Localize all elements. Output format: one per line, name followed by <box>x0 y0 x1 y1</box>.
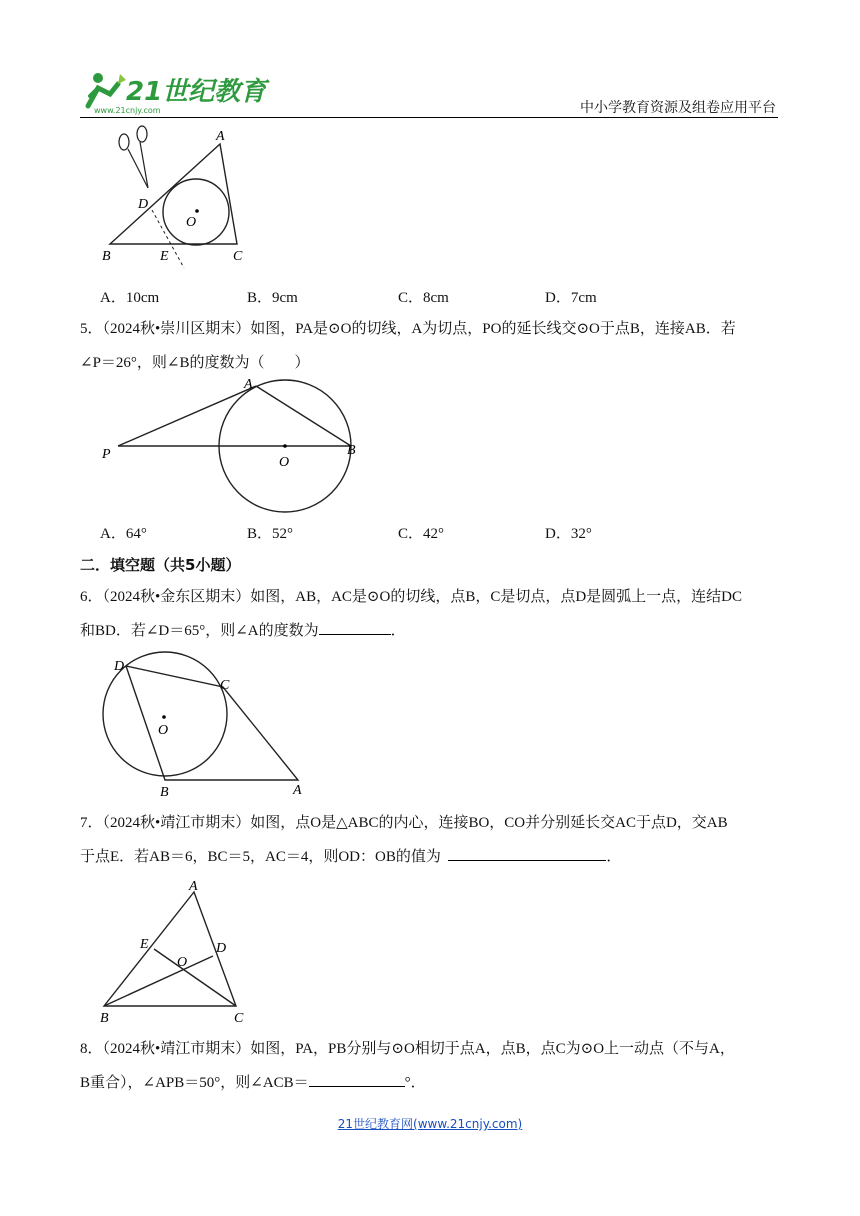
svg-text:B: B <box>102 249 111 264</box>
svg-text:D: D <box>216 941 227 956</box>
svg-text:21世纪教育: 21世纪教育 <box>126 77 267 107</box>
q6-figure <box>96 652 316 802</box>
q5-line1: 5．（2024秋•崇川区期末）如图，PA是⊙O的切线，A为切点，PO的延长线交⊙O于点B，连接AB．若 <box>80 321 736 337</box>
q7-line1: 7．（2024秋•靖江市期末）如图，点O是△ABC的内心，连接BO，CO并分别延长交AC于点D，交AB <box>80 815 728 831</box>
q5-option-b: B．52° <box>247 526 294 542</box>
svg-text:O: O <box>177 955 188 970</box>
svg-text:C: C <box>220 678 230 693</box>
q5-line2: ∠P＝26°，则∠B的度数为（ ） <box>80 355 310 371</box>
q7-answer-blank[interactable] <box>448 844 606 861</box>
svg-text:A: A <box>189 879 198 894</box>
svg-text:E: E <box>140 937 149 952</box>
scissors-icon <box>119 126 148 188</box>
svg-text:P: P <box>102 447 111 462</box>
svg-text:C: C <box>234 1011 244 1026</box>
svg-text:B: B <box>347 443 356 458</box>
q4-figure <box>100 120 250 270</box>
svg-text:A: A <box>244 377 253 392</box>
section-title-fill-blank: 二．填空题（共5小题） <box>80 556 241 574</box>
svg-text:C: C <box>233 249 243 264</box>
q5-text <box>80 312 780 380</box>
svg-text:A: A <box>293 783 302 798</box>
svg-text:D: D <box>114 659 125 674</box>
q7-figure <box>98 874 258 1024</box>
svg-text:A: A <box>216 129 225 144</box>
svg-text:O: O <box>186 215 197 230</box>
q8-answer-blank[interactable] <box>309 1070 405 1087</box>
q6-answer-blank[interactable] <box>319 618 391 635</box>
q4-option-c: C．8cm <box>398 290 449 306</box>
footer-link[interactable]: 21世纪教育网(www.21cnjy.com) <box>337 1117 523 1131</box>
svg-text:www.21cnjy.com: www.21cnjy.com <box>94 106 161 115</box>
q4-option-a: A．10cm <box>100 290 160 306</box>
q4-option-d: D．7cm <box>545 290 597 306</box>
logo <box>80 66 267 116</box>
header-platform-title: 中小学教育资源及组卷应用平台 <box>580 100 776 116</box>
q6-line1: 6．（2024秋•金东区期末）如图，AB，AC是⊙O的切线，点B，C是切点，点D是圆弧上一点，连结DC <box>80 589 743 605</box>
q7-line2: 于点E．若AB＝6，BC＝5，AC＝4，则OD：OB的值为 ． <box>80 840 780 874</box>
q5-option-d: D．32° <box>545 526 592 542</box>
svg-text:O: O <box>279 455 290 470</box>
q7-text <box>80 806 780 874</box>
q5-option-a: A．64° <box>100 526 147 542</box>
q6-line2: 和BD．若∠D＝65°，则∠A的度数为 ． <box>80 614 780 648</box>
q6-text <box>80 580 780 648</box>
q8-line1: 8．（2024秋•靖江市期末）如图，PA，PB分别与⊙O相切于点A，点B，点C为⊙O上一动点（不与A， <box>80 1041 735 1057</box>
q4-option-b: B．9cm <box>247 290 298 306</box>
q5-option-c: C．42° <box>398 526 445 542</box>
svg-text:B: B <box>100 1011 109 1026</box>
q5-figure <box>96 372 366 512</box>
svg-text:O: O <box>158 723 169 738</box>
logo-runner-icon <box>80 66 267 116</box>
svg-text:E: E <box>160 249 169 264</box>
footer <box>0 1115 860 1132</box>
svg-text:D: D <box>138 197 149 212</box>
svg-text:B: B <box>160 785 169 800</box>
q8-line2: B重合），∠APB＝50°，则∠ACB＝ °． <box>80 1066 780 1100</box>
header-divider <box>80 117 778 118</box>
q8-text <box>80 1032 780 1100</box>
